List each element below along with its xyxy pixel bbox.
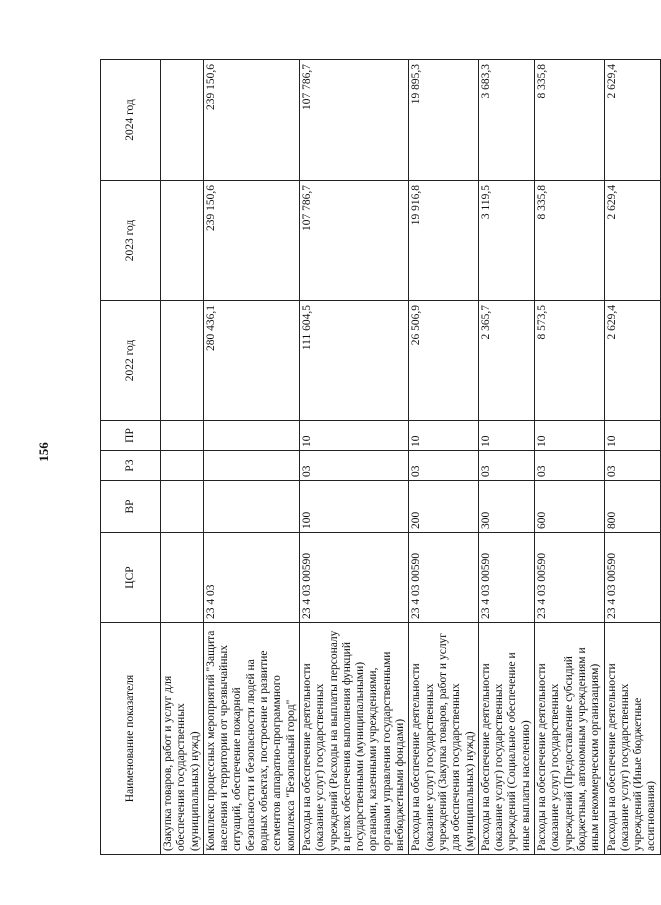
cell-rz: 03 xyxy=(299,451,408,481)
cell-name: Расходы на обеспечение деятельности (оказание услуг) государственных учреждений (Иные бюджетные ассигнования) xyxy=(604,623,660,855)
cell-name: Расходы на обеспечение деятельности (оказание услуг) государственных учреждений (Предоставление субсидий бюджетным, автономным учреждениям и иным некоммерческим организациям) xyxy=(535,623,604,855)
cell-2024: 239 150,6 xyxy=(203,60,299,181)
table-row xyxy=(203,60,299,855)
table-row xyxy=(535,60,604,855)
cell-pr: 10 xyxy=(299,421,408,451)
cell-name: Комплекс процессных мероприятий "Защита населения и территории от чрезвычайных ситуаций, обеспечение пожарной безопасности и безопасности людей на водных объектах, построение и развитие сегментов аппаратно-программного комплекса "Безопасный город" xyxy=(203,623,299,855)
cell-pr xyxy=(203,421,299,451)
cell-2024 xyxy=(161,60,204,181)
cell-2022: 111 604,5 xyxy=(299,301,408,421)
cell-2024: 3 683,3 xyxy=(478,60,534,181)
column-header-rz: РЗ xyxy=(101,451,161,481)
cell-rz: 03 xyxy=(409,451,478,481)
cell-vr xyxy=(161,481,204,533)
cell-csr: 23 4 03 00590 xyxy=(604,533,660,623)
cell-2023: 2 629,4 xyxy=(604,181,660,301)
cell-csr xyxy=(161,533,204,623)
table-row xyxy=(478,60,534,855)
table-row xyxy=(604,60,660,855)
column-header-2023: 2023 год xyxy=(101,181,161,301)
cell-name: (Закупка товаров, работ и услуг для обеспечения государственных (муниципальных) нужд) xyxy=(161,623,204,855)
table-row xyxy=(409,60,478,855)
table-row xyxy=(299,60,408,855)
cell-rz: 03 xyxy=(478,451,534,481)
cell-csr: 23 4 03 00590 xyxy=(478,533,534,623)
cell-2024: 8 335,8 xyxy=(535,60,604,181)
column-header-csr: ЦСР xyxy=(101,533,161,623)
cell-rz: 03 xyxy=(535,451,604,481)
table-row xyxy=(161,60,204,855)
cell-csr: 23 4 03 00590 xyxy=(535,533,604,623)
page-number: 156 xyxy=(36,442,51,462)
cell-pr: 10 xyxy=(604,421,660,451)
cell-name: Расходы на обеспечение деятельности (оказание услуг) государственных учреждений (Социальное обеспечение и иные выплаты населению) xyxy=(478,623,534,855)
cell-vr: 100 xyxy=(299,481,408,533)
cell-pr: 10 xyxy=(478,421,534,451)
cell-pr: 10 xyxy=(409,421,478,451)
cell-vr: 600 xyxy=(535,481,604,533)
cell-2022: 2 629,4 xyxy=(604,301,660,421)
cell-2023: 19 916,8 xyxy=(409,181,478,301)
cell-2023: 239 150,6 xyxy=(203,181,299,301)
cell-2022: 2 365,7 xyxy=(478,301,534,421)
column-header-pr: ПР xyxy=(101,421,161,451)
cell-rz xyxy=(161,451,204,481)
cell-2024: 107 786,7 xyxy=(299,60,408,181)
cell-name: Расходы на обеспечение деятельности (оказание услуг) государственных учреждений (Расходы на выплаты персоналу в целях обеспечения выполнения функций государственными (муниципальными) органами, казенными учреждениями, органами управления государственными внебюджетными фондами) xyxy=(299,623,408,855)
cell-vr: 300 xyxy=(478,481,534,533)
column-header-vr: ВР xyxy=(101,481,161,533)
column-header-name: Наименование показателя xyxy=(101,623,161,855)
cell-name: Расходы на обеспечение деятельности (оказание услуг) государственных учреждений (Закупка товаров, работ и услуг для обеспечения государственных (муниципальных) нужд) xyxy=(409,623,478,855)
cell-2022: 26 506,9 xyxy=(409,301,478,421)
column-header-2022: 2022 год xyxy=(101,301,161,421)
cell-vr xyxy=(203,481,299,533)
cell-rz: 03 xyxy=(604,451,660,481)
cell-csr: 23 4 03 00590 xyxy=(409,533,478,623)
cell-2023: 8 335,8 xyxy=(535,181,604,301)
cell-2024: 2 629,4 xyxy=(604,60,660,181)
budget-table xyxy=(100,59,661,855)
cell-rz xyxy=(203,451,299,481)
cell-vr: 200 xyxy=(409,481,478,533)
cell-2022: 280 436,1 xyxy=(203,301,299,421)
cell-csr: 23 4 03 00590 xyxy=(299,533,408,623)
cell-pr: 10 xyxy=(535,421,604,451)
cell-2022: 8 573,5 xyxy=(535,301,604,421)
cell-2023 xyxy=(161,181,204,301)
table-header-row xyxy=(101,60,161,855)
cell-2022 xyxy=(161,301,204,421)
rotated-table-container xyxy=(100,60,658,855)
cell-vr: 800 xyxy=(604,481,660,533)
cell-pr xyxy=(161,421,204,451)
column-header-2024: 2024 год xyxy=(101,60,161,181)
cell-2023: 107 786,7 xyxy=(299,181,408,301)
cell-2024: 19 895,3 xyxy=(409,60,478,181)
cell-2023: 3 119,5 xyxy=(478,181,534,301)
cell-csr: 23 4 03 xyxy=(203,533,299,623)
